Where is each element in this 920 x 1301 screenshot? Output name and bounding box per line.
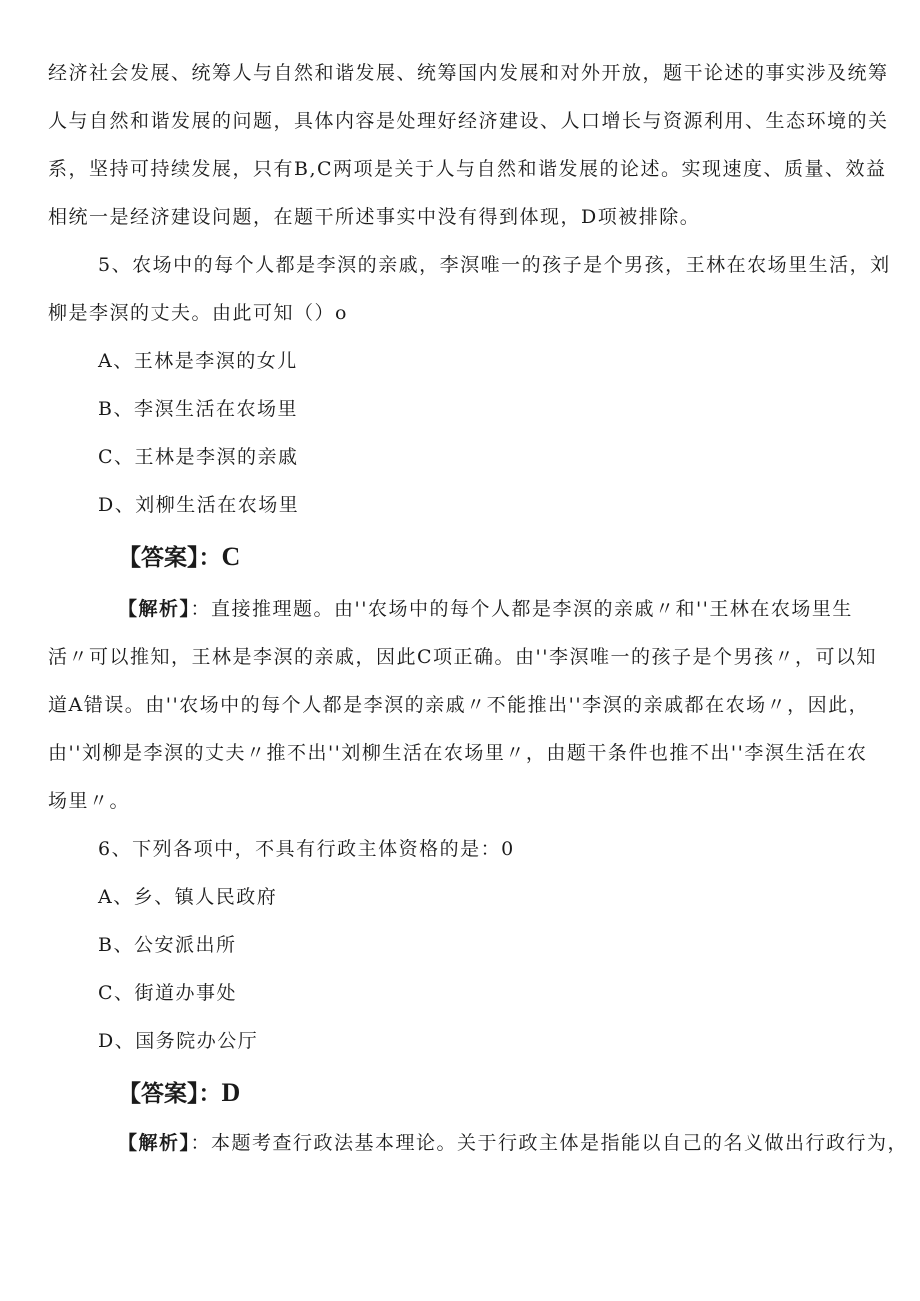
q5-answer (118, 533, 240, 582)
q6-answer-letter: D (221, 1078, 241, 1107)
q6-option-b: B、公安派出所 (98, 934, 237, 956)
q5-option-a: A、王林是李溟的女儿 (98, 350, 298, 372)
q6-option-c: C、街道办事处 (98, 982, 238, 1004)
continuation-line-1: 经济社会发展、统筹人与自然和谐发展、统筹国内发展和对外开放，题干论述的事实涉及统筹 (48, 62, 889, 84)
q6-analysis-text: ：本题考查行政法基本理论。关于行政主体是指能以自己的名义做出行政行为， (190, 1132, 909, 1154)
q5-option-d: D、刘柳生活在农场里 (98, 494, 300, 516)
q6-stem: 6、下列各项中，不具有行政主体资格的是：0 (98, 838, 515, 860)
q5-analysis-line-4: 由''刘柳是李溟的丈夫〃推不出''刘柳生活在农场里〃，由题干条件也推不出''李溟生活在农 (48, 742, 868, 764)
q5-stem-line-1: 5、农场中的每个人都是李溟的亲戚，李溟唯一的孩子是个男孩，王林在农场里生活，刘 (98, 254, 891, 276)
q5-analysis-text-1: ：直接推理题。由''农场中的每个人都是李溟的亲戚〃和''王林在农场里生 (190, 598, 853, 620)
q5-analysis-line-5: 场里〃。 (48, 790, 131, 812)
q5-answer-label: 【答案】： (118, 545, 222, 571)
q6-option-d: D、国务院办公厅 (98, 1030, 259, 1052)
continuation-line-3: 系，坚持可持续发展，只有B,C两项是关于人与自然和谐发展的论述。实现速度、质量、效益 (48, 158, 887, 180)
q6-analysis-line-1 (118, 1119, 908, 1167)
q6-option-a: A、乡、镇人民政府 (98, 886, 278, 908)
continuation-line-2: 人与自然和谐发展的问题，具体内容是处理好经济建设、人口增长与资源利用、生态环境的关 (48, 110, 889, 132)
q5-option-b: B、李溟生活在农场里 (98, 398, 298, 420)
continuation-line-4: 相统一是经济建设问题，在题干所述事实中没有得到体现，D项被排除。 (48, 206, 701, 228)
q5-analysis-line-3: 道A错误。由''农场中的每个人都是李溟的亲戚〃不能推出''李溟的亲戚都在农场〃，因此， (48, 694, 870, 716)
q5-stem-line-2: 柳是李溟的丈夫。由此可知（）o (48, 302, 348, 324)
q5-analysis-line-2: 活〃可以推知，王林是李溟的亲戚，因此C项正确。由''李溟唯一的孩子是个男孩〃，可以知 (48, 646, 877, 668)
q6-analysis-label: 【解析】 (118, 1132, 191, 1154)
q5-analysis-label: 【解析】 (118, 598, 191, 620)
q5-option-c: C、王林是李溟的亲戚 (98, 446, 299, 468)
q5-analysis-line-1 (118, 585, 853, 633)
q6-answer-label: 【答案】： (118, 1081, 222, 1107)
q6-answer (118, 1069, 240, 1118)
q5-answer-letter: C (221, 542, 241, 571)
